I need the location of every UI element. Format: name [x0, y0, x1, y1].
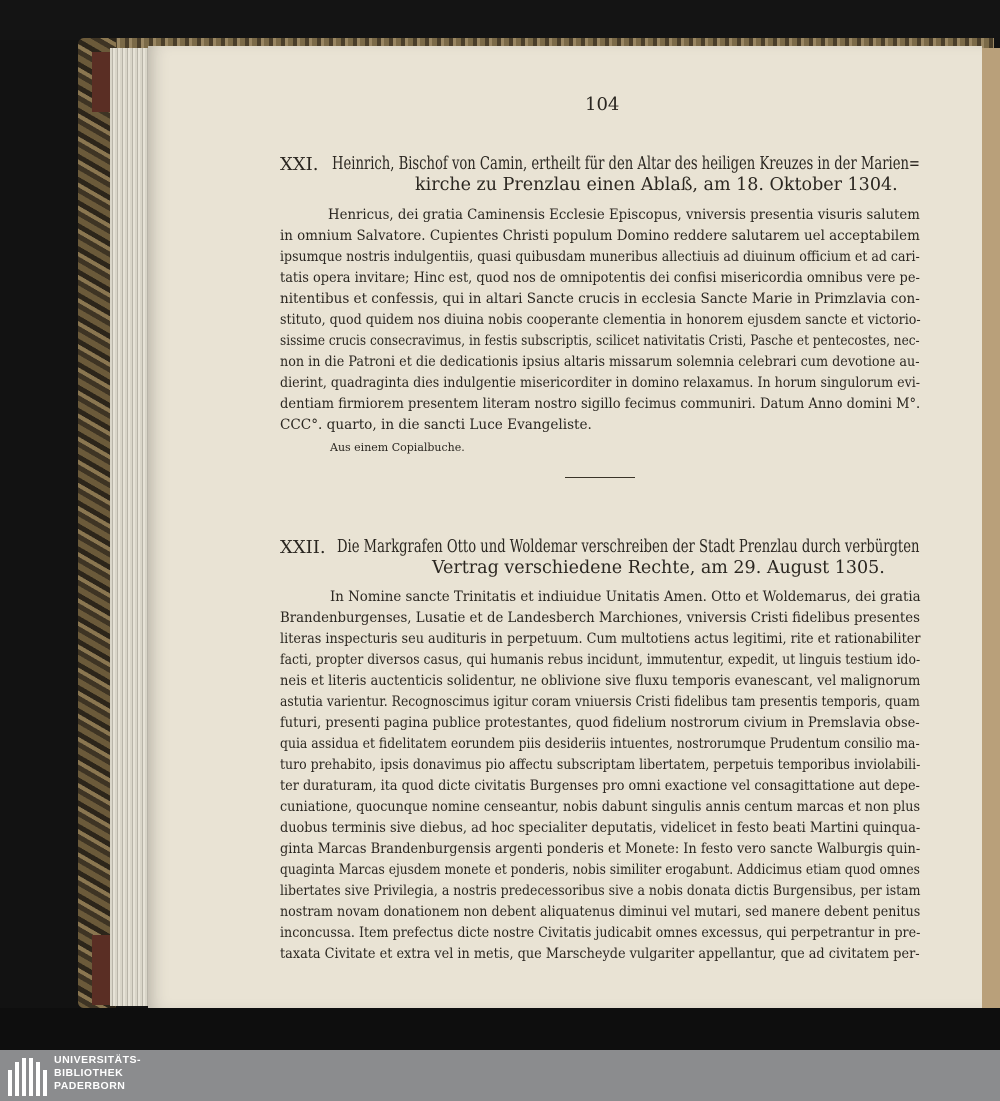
doc2-line: In Nomine sancte Trinitatis et indiuidue Unitatis Amen. Otto et Woldemarus, dei gratia — [330, 589, 921, 605]
doc1-line: ipsumque nostris indulgentiis, quasi quibusdam muneribus allectiuis ad diuinum officium et ad cari- — [280, 249, 920, 265]
doc2-line: turo prehabito, ipsis donavimus pio affectu subscriptam libertatem, perpetuis temporibus inviolabili- — [280, 757, 921, 773]
doc2-line: futuri, presenti pagina publice protestantes, quod fidelium nostrorum civium in Premslavia obse- — [280, 715, 920, 731]
background-bottom — [0, 1008, 1000, 1050]
doc2-line: libertates sive Privilegia, a nostris predecessoribus sive a nobis donata dictis Burgensibus, per istam — [280, 883, 921, 899]
library-name — [54, 1054, 141, 1093]
doc1-line: dentiam firmiorem presentem literam nostro sigillo fecimus communiri. Datum Anno domini M°. — [280, 396, 921, 412]
doc2-line: cuniatione, quocunque nomine censeantur, nobis dabunt singulis annis centum marcas et non plus — [280, 799, 921, 815]
library-name-line3: PADERBORN — [54, 1080, 126, 1092]
doc1-number: XXI. — [280, 154, 319, 175]
doc2-line: ginta Marcas Brandenburgensis argenti ponderis et Monete: In festo vero sancte Walburgis quin- — [280, 841, 921, 857]
doc2-line: facti, propter diversos casus, qui humanis rebus incidunt, immutentur, expedit, ut linguis testium ido- — [280, 652, 921, 668]
background-top — [0, 0, 1000, 40]
page-number: 104 — [585, 94, 620, 115]
library-name-line1: UNIVERSITÄTS- — [54, 1054, 142, 1066]
doc2-line: neis et literis auctenticis solidentur, ne oblivione sive fluxu temporis evanescant, vel malignorum — [280, 673, 921, 689]
doc1-line: CCC°. quarto, in die sancti Luce Evangeliste. — [280, 417, 592, 433]
doc1-title-line2: kirche zu Prenzlau einen Ablaß, am 18. Oktober 1304. — [415, 175, 898, 195]
doc1-line: nitentibus et confessis, qui in altari Sancte crucis in ecclesia Sancte Marie in Primzlavia con- — [280, 291, 920, 307]
page-stack-edges — [110, 48, 152, 1006]
doc2-line: nostram novam donationem non debent aliquatenus diminui vel mutari, sed manere debent penitus — [280, 904, 921, 920]
doc1-line: tatis opera invitare; Hinc est, quod nos de omnipotentis dei confisi misericordia omnibus vere pe- — [280, 270, 920, 286]
doc1-title-line1: Heinrich, Bischof von Camin, ertheilt für den Altar des heiligen Kreuzes in der Marien= — [332, 154, 920, 174]
doc2-title-line2: Vertrag verschiedene Rechte, am 29. August 1305. — [432, 558, 885, 578]
doc1-line: sissime crucis consecravimus, in festis subscriptis, scilicet nativitatis Cristi, Pasche et pentecostes, nec- — [280, 333, 920, 349]
doc2-line: Brandenburgenses, Lusatie et de Landesberch Marchiones, vniversis Cristi fidelibus presentes — [280, 610, 920, 626]
doc1-line: stituto, quod quidem nos diuina nobis cooperante clementia in honorem ejusdem sancte et victorio- — [280, 312, 921, 328]
doc2-line: quia assidua et fidelitatem eorundem piis desideriis intuentes, nostrorumque Prudentum consilio ma- — [280, 736, 920, 752]
doc2-line: duobus terminis sive diebus, ad hoc specialiter deputatis, videlicet in festo beati Martini quinqua- — [280, 820, 921, 836]
doc1-source: Aus einem Copialbuche. — [330, 441, 465, 454]
doc2-line: ter duraturam, ita quod dicte civitatis Burgenses pro omni exactione vel consagittatione aut depe- — [280, 778, 920, 794]
doc2-line: inconcussa. Item prefectus dicte nostre Civitatis judicabit omnes excessus, qui perpetrantur in pre- — [280, 925, 921, 941]
section-divider — [565, 477, 635, 478]
doc2-line: taxata Civitate et extra vel in metis, que Marscheyde vulgariter appellantur, que ad civitatem per- — [280, 946, 920, 962]
library-footer — [0, 1050, 1000, 1101]
doc2-line: literas inspecturis seu audituris in perpetuum. Cum multotiens actus legitimi, rite et rationabiliter — [280, 631, 921, 647]
doc1-line: dierint, quadraginta dies indulgentie misericorditer in domino relaxamus. In horum singulorum evi- — [280, 375, 921, 391]
library-logo-icon — [6, 1056, 50, 1096]
doc2-line: astutia varientur. Recognoscimus igitur coram vniuersis Cristi fidelibus tam presentis temporis, quam — [280, 694, 920, 710]
library-name-line2: BIBLIOTHEK — [54, 1067, 124, 1079]
doc1-line: non in die Patroni et die dedicationis ipsius altaris missarum solemnia celebrari cum devotione au- — [280, 354, 920, 370]
doc2-title-line1: Die Markgrafen Otto und Woldemar verschreiben der Stadt Prenzlau durch verbürgten — [337, 537, 920, 557]
doc1-line: in omnium Salvatore. Cupientes Christi populum Domino reddere salutarem uel acceptabilem — [280, 228, 920, 244]
doc2-number: XXII. — [280, 537, 326, 558]
doc1-line: Henricus, dei gratia Caminensis Ecclesie Episcopus, vniversis presentia visuris salutem — [328, 207, 920, 223]
doc2-line: quaginta Marcas ejusdem monete et ponderis, nobis similiter erogabunt. Addicimus etiam quod omnes — [280, 862, 920, 878]
